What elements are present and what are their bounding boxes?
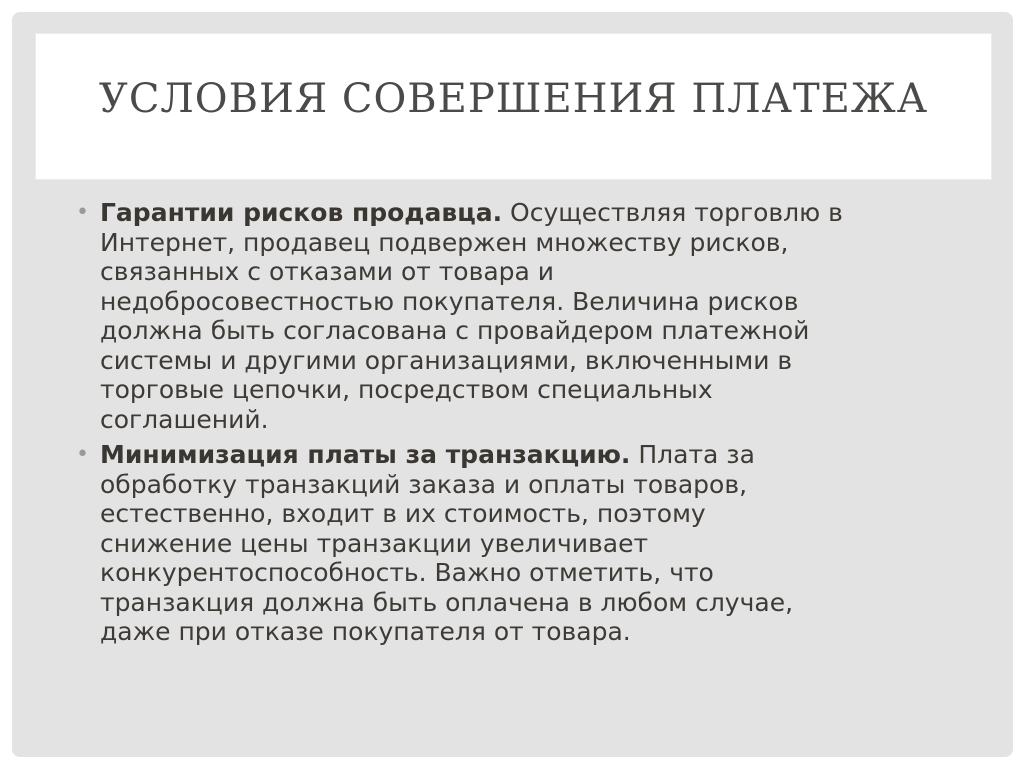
bullet-text-line: должна быть согласована с провайдером платежной (100, 316, 810, 345)
bullet-text-line: Осуществляя торговлю в (502, 198, 843, 227)
bullet-text-line: недобросовестностью покупателя. Величина рисков (100, 286, 799, 316)
bullet-text-line: конкурентоспособность. Важно отметить, что (100, 558, 714, 587)
bullet-title: Минимизация платы за транзакцию. (100, 440, 631, 469)
bullet-text-line: даже при отказе покупателя от товара. (100, 617, 631, 646)
bullet-text-line: обработку транзакций заказа и оплаты товаров, (100, 469, 748, 499)
bullet-text-line: Интернет, продавец подвержен множеству рисков, (100, 227, 789, 257)
bullet-text-line: транзакция должна быть оплачена в любом случае, (100, 587, 794, 617)
slide-content (76, 198, 976, 653)
bullet-text-line: Плата за (630, 440, 755, 469)
bullet-item (76, 198, 976, 434)
bullet-item (76, 440, 976, 647)
bullet-text-line: системы и другими организациями, включенными в (100, 345, 793, 375)
title-box (36, 34, 991, 179)
bullet-first-line (100, 440, 976, 470)
bullet-text-line: естественно, входит в их стоимость, поэтому (100, 499, 706, 528)
bullet-dot-icon: • (76, 442, 89, 467)
bullet-text-line: соглашений. (100, 404, 269, 434)
slide-title: УСЛОВИЯ СОВЕРШЕНИЯ ПЛАТЕЖА (98, 76, 929, 122)
bullet-dot-icon: • (76, 200, 89, 225)
bullet-first-line (100, 198, 976, 228)
bullet-text-line: связанных с отказами от товара и (100, 257, 555, 286)
bullet-text-line: снижение цены транзакции увеличивает (100, 528, 649, 558)
bullet-title: Гарантии рисков продавца. (100, 198, 503, 227)
slide (12, 12, 1013, 757)
bullet-text-line: торговые цепочки, посредством специальных (100, 375, 713, 404)
